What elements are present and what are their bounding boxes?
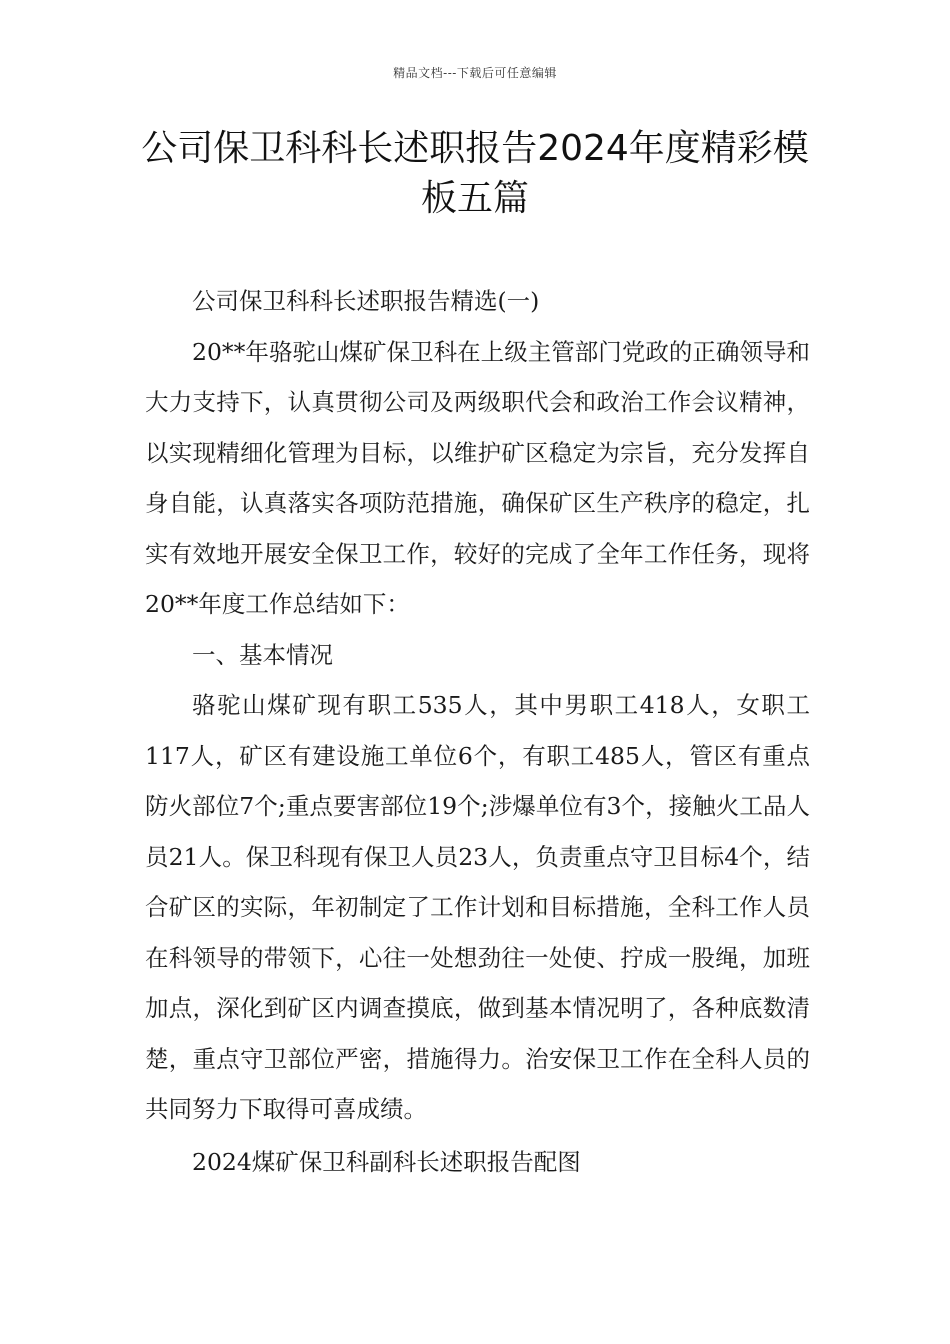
image-caption: 2024煤矿保卫科副科长述职报告配图 xyxy=(192,1147,581,1176)
header-note: 精品文档---下载后可任意编辑 xyxy=(393,66,557,80)
document-body xyxy=(145,276,810,1187)
document-title: 公司保卫科科长述职报告2024年度精彩模板五篇 xyxy=(141,128,809,219)
paragraph-basic-info: 骆驼山煤矿现有职工535人，其中男职工418人，女职工117人，矿区有建设施工单位6个，有职工485人，管区有重点防火部位7个;重点要害部位19个;涉爆单位有3个，接触火工品人员21人。保卫科现有保卫人员23人，负责重点守卫目标4个，结合矿区的实际，年初制定了工作计划和目标措施，全科工作人员在科领导的带领下，心往一处想劲往一处使、拧成一股绳，加班加点，深化到矿区内调查摸底，做到基本情况明了，各种底数清楚，重点守卫部位严密，措施得力。治安保卫工作在全科人员的共同努力下取得可喜成绩。 xyxy=(145,691,810,1123)
paragraph-intro: 20**年骆驼山煤矿保卫科在上级主管部门党政的正确领导和大力支持下，认真贯彻公司及两级职代会和政治工作会议精神，以实现精细化管理为目标，以维护矿区稳定为宗旨，充分发挥自身自能，认真落实各项防范措施，确保矿区生产秩序的稳定，扎实有效地开展安全保卫工作，较好的完成了全年工作任务，现将20**年度工作总结如下： xyxy=(145,337,810,618)
section-heading-basic-info: 一、基本情况 xyxy=(192,640,333,669)
section-title: 公司保卫科科长述职报告精选(一) xyxy=(192,287,540,315)
